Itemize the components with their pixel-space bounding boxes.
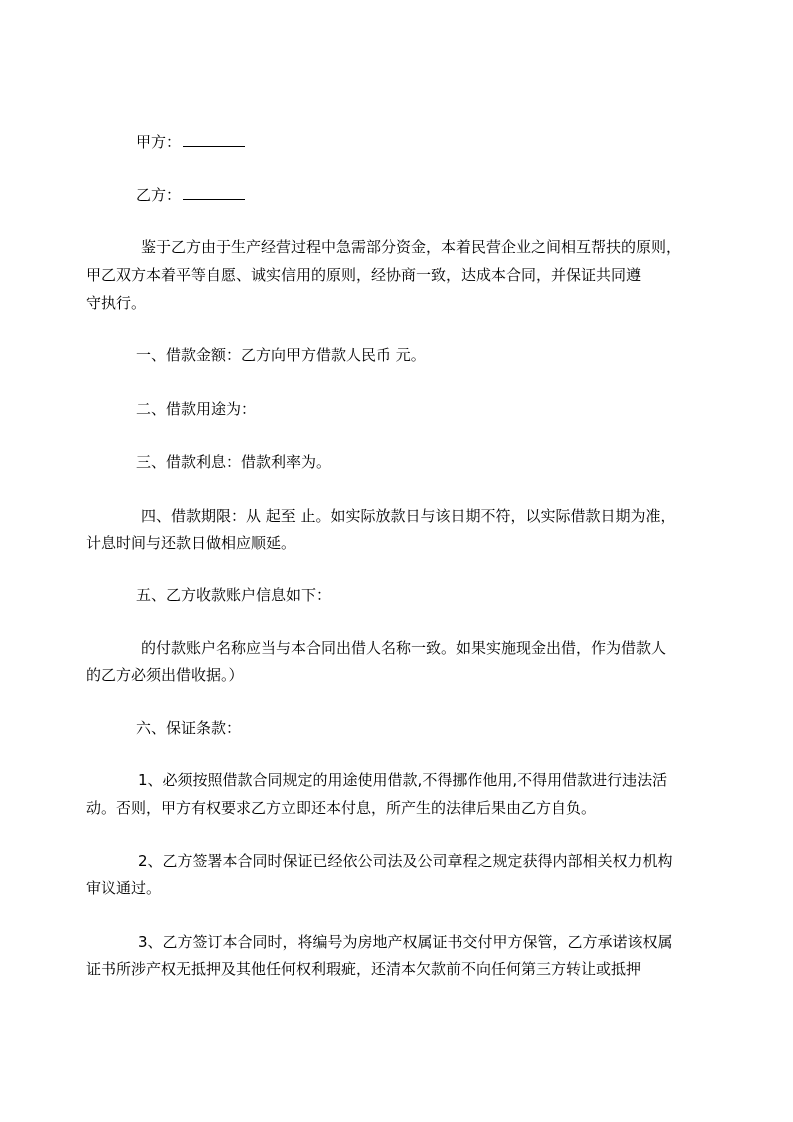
- party-b-label: 乙方：: [136, 186, 182, 204]
- preamble-line-3: 守执行。: [86, 294, 147, 312]
- note-line-2: 的乙方必须出借收据。）: [86, 666, 244, 684]
- clause-3: 三、借款利息：借款利率为。: [136, 453, 332, 471]
- clause-5: 五、乙方收款账户信息如下：: [136, 586, 332, 604]
- note-line-1: 的付款账户名称应当与本合同出借人名称一致。如果实施现金出借，作为借款人: [141, 639, 667, 657]
- preamble-line-2: 甲乙双方本着平等自愿、诚实信用的原则，经协商一致，达成本合同，并保证共同遵: [86, 266, 642, 284]
- party-b-line: [136, 185, 793, 205]
- guarantee-3-line-1: 3、乙方签订本合同时，将编号为房地产权属证书交付甲方保管，乙方承诺该权属: [138, 933, 673, 951]
- clause-4-line-2: 计息时间与还款日做相应顺延。: [86, 534, 297, 552]
- party-a-line: [136, 132, 793, 152]
- guarantee-2-line-1: 2、乙方签署本合同时保证已经依公司法及公司章程之规定获得内部相关权力机构: [138, 852, 673, 870]
- preamble-line-1: 鉴于乙方由于生产经营过程中急需部分资金，本着民营企业之间相互帮扶的原则，: [141, 238, 682, 256]
- guarantee-2-line-2: 审议通过。: [86, 879, 162, 897]
- party-a-blank: [183, 132, 245, 147]
- guarantee-1-line-2: 动。否则，甲方有权要求乙方立即还本付息，所产生的法律后果由乙方自负。: [86, 799, 597, 817]
- party-a-label: 甲方：: [136, 133, 182, 151]
- party-b-blank: [183, 185, 245, 200]
- clause-2: 二、借款用途为：: [136, 400, 257, 418]
- guarantee-1-line-1: 1、必须按照借款合同规定的用途使用借款,不得挪作他用,不得用借款进行违法活: [138, 771, 668, 789]
- clause-4-line-1: 四、借款期限：从 起至 止。如实际放款日与该日期不符，以实际借款日期为准，: [141, 507, 676, 525]
- clause-1: 一、借款金额：乙方向甲方借款人民币 元。: [136, 346, 426, 364]
- guarantee-3-line-2: 证书所涉产权无抵押及其他任何权利瑕疵，还清本欠款前不向任何第三方转让或抵押: [86, 960, 642, 978]
- clause-6: 六、保证条款：: [136, 719, 242, 737]
